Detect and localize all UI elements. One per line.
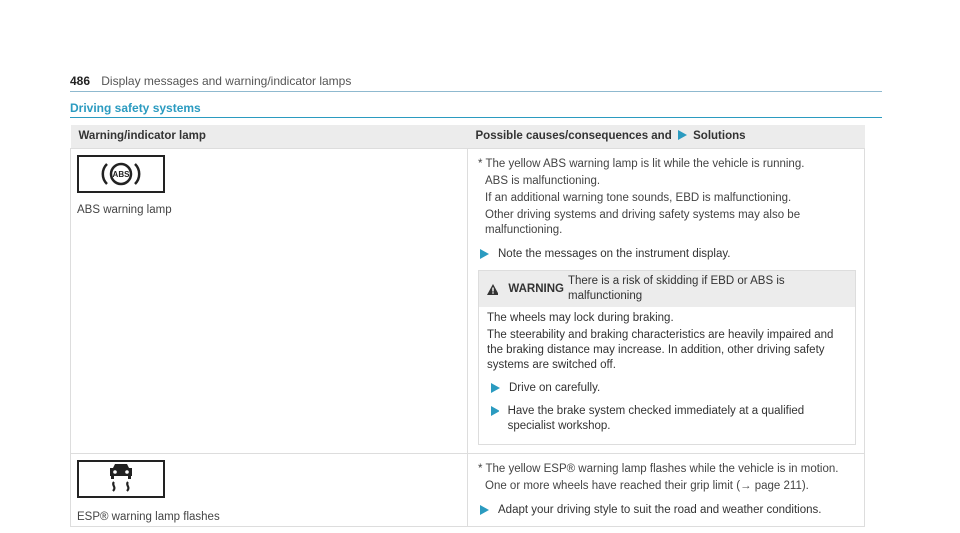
- column-header-causes: [468, 125, 865, 149]
- action-item: [491, 381, 847, 396]
- lamp-cell: [71, 149, 468, 454]
- warning-body: [479, 307, 855, 444]
- page-number: 486: [70, 74, 91, 88]
- warning-lamp-table: [70, 125, 865, 527]
- table-header-row: [71, 125, 865, 149]
- causes-cell: [468, 149, 865, 454]
- play-arrow-icon: [480, 505, 489, 515]
- page-header: [70, 74, 351, 90]
- warning-heading: [479, 271, 855, 307]
- action-text: Drive on carefully.: [509, 382, 601, 394]
- cause-line: One or more wheels have reached their grip limit (→ page 211).: [485, 480, 809, 492]
- warning-text: The steerability and braking characteristics are heavily impaired and the braking distance may increase. In addition, other driving safety systems are switched off.: [487, 329, 834, 371]
- warning-heading-text: There is a risk of skidding if EBD or ABS is malfunctioning: [567, 275, 785, 302]
- warning-box: [478, 270, 856, 445]
- header-divider: [70, 91, 882, 92]
- warning-triangle-icon: [487, 284, 498, 295]
- lamp-cell: [71, 454, 468, 527]
- section-title: Driving safety systems: [70, 101, 201, 115]
- play-arrow-icon: [491, 406, 499, 416]
- play-arrow-icon: [480, 249, 489, 259]
- lamp-label: ABS warning lamp: [77, 204, 172, 216]
- column-header-lamp: Warning/indicator lamp: [71, 125, 468, 149]
- warning-label: WARNING: [508, 282, 564, 295]
- lamp-label: ESP® warning lamp flashes: [77, 511, 220, 523]
- play-arrow-icon: [678, 130, 687, 140]
- table-row: [71, 149, 865, 454]
- abs-lamp-icon: [77, 155, 165, 193]
- cause-line: Other driving systems and driving safety systems may also be malfunctioning.: [485, 209, 801, 236]
- column-header-causes-label: Possible causes/consequences and: [475, 130, 672, 142]
- column-header-solutions-label: Solutions: [693, 130, 746, 142]
- action-text: Adapt your driving style to suit the road and weather conditions.: [498, 504, 822, 516]
- cause-line: If an additional warning tone sounds, EBD is malfunctioning.: [485, 192, 792, 204]
- cause-line: * The yellow ESP® warning lamp flashes while the vehicle is in motion.: [478, 463, 839, 475]
- cause-line: * The yellow ABS warning lamp is lit while the vehicle is running.: [478, 158, 805, 170]
- action-text: Note the messages on the instrument display.: [498, 248, 731, 260]
- action-item: [480, 503, 864, 518]
- abs-icon-text: ABS: [112, 170, 130, 179]
- action-item: [480, 247, 864, 262]
- section-divider: [70, 117, 882, 118]
- causes-cell: [468, 454, 865, 527]
- action-text: Have the brake system checked immediately at a qualified specialist workshop.: [507, 405, 805, 432]
- esp-lamp-icon: [77, 460, 165, 498]
- cause-line: ABS is malfunctioning.: [485, 175, 601, 187]
- page-header-title: Display messages and warning/indicator lamps: [101, 74, 352, 88]
- warning-text: The wheels may lock during braking.: [487, 312, 674, 324]
- table-row: [71, 454, 865, 527]
- play-arrow-icon: [491, 383, 500, 393]
- action-item: [491, 404, 847, 434]
